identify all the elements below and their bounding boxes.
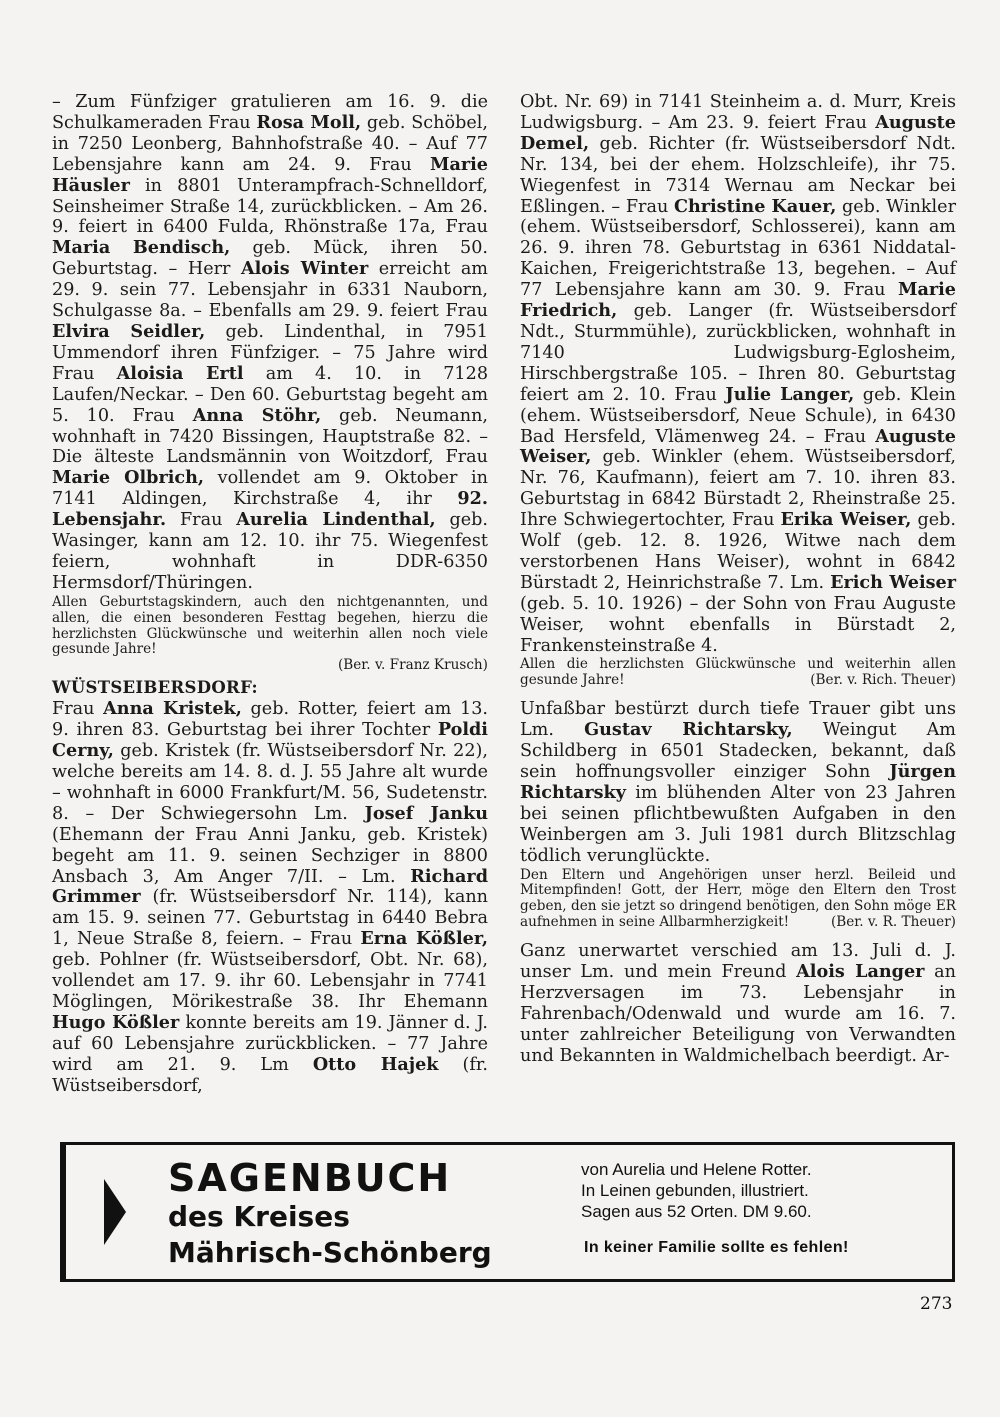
wuestseibersdorf-paragraph [52, 699, 488, 1096]
ad-tagline: In keiner Familie sollte es fehlen! [584, 1239, 849, 1256]
person-name: Alois Langer [796, 961, 925, 983]
ad-title [168, 1157, 492, 1271]
birthday-paragraph-continued [520, 92, 956, 656]
text-segment: Unfaßbar bestürzt durch tiefe Trauer gibt uns Lm. [520, 699, 956, 741]
text-segment: erreicht am 29. 9. sein 77. Lebensjahr in 6331 Nauborn, Schulgasse 8a. – Ebenfalls am 29. 9. feiert Frau [52, 259, 488, 322]
text-segment: im blühenden Alter von 23 Jahren bei seinen pflichtbewußten Aufgaben in den Weinbergen am 3. Juli 1981 durch Blitzschlag tödlich verunglückte. [520, 782, 956, 866]
text-segment: – Zum Fünfziger gratulieren am 16. 9. die Schulkameraden Frau [52, 92, 488, 133]
person-name: Gustav Richtarsky, [584, 719, 793, 741]
text-segment: geb. Winkler (ehem. Wüstseibersdorf, Nr. 76, Kaufmann), feiert am 7. 10. ihren 83. Geburtstag in 6842 Bürstadt 2, Rheinstraße 25. Ihre Schwiegertochter, Frau [520, 447, 956, 531]
person-name: Poldi Cerny, [52, 719, 488, 762]
text-segment: geb. Langer (fr. Wüstseibersdorf Ndt., Sturmmühle), zurückblicken, wohnhaft in 7140 Ludwigsburg-Eglosheim, Hirschbergstraße 105. – Ihren 80. Geburtstag feiert am 2. 10. Frau [520, 301, 956, 405]
text-segment: am 4. 10. in 7128 Laufen/Neckar. – Den 60. Geburtstag begeht am 5. 10. Frau [52, 363, 489, 426]
person-name: 92. Lebensjahr. [52, 488, 488, 531]
person-name: Erich Weiser [830, 571, 956, 593]
text-segment: (fr. Wüstseibersdorf, [52, 1054, 488, 1096]
person-name: Maria Bendisch, [52, 237, 231, 259]
text-segment: vollendet am 9. Oktober in 7141 Aldingen, Kirchstraße 4, ihr [52, 468, 488, 510]
right-column [520, 92, 956, 1067]
text-segment: geb. Schöbel, in 7250 Leonberg, Bahnhofstraße 40. – Auf 77 Lebensjahre kann am 24. 9. Frau [52, 112, 488, 175]
person-name: Christine Kauer, [673, 195, 837, 217]
text-segment: geb. Mück, ihren 50. Geburtstag. – Herr [52, 238, 488, 280]
page-number: 273 [920, 1294, 953, 1314]
person-name: Marie Friedrich, [520, 279, 956, 322]
text-segment: geb. Pohlner (fr. Wüstseibersdorf, Obt. Nr. 68), vollendet am 17. 9. ihr 60. Lebensjahr in 7741 Möglingen, Mörikestraße 38. Ihr Ehemann [52, 950, 488, 1012]
person-name: Alois Winter [240, 258, 369, 280]
text-segment: Ganz unerwartet verschied am 13. Juli d. J. unser Lm. und mein Freund [520, 941, 956, 983]
ad-info [581, 1159, 812, 1222]
text-segment: (fr. Wüstseibersdorf Nr. 114), kann am 15. 9. seinen 77. Geburtstag in 6440 Bebra 1, Neue Straße 8, feiern. – Frau [52, 887, 488, 950]
report-credit: (Ber. v. R. Theuer) [830, 914, 956, 931]
text-segment: Frau [52, 699, 104, 720]
arrow-icon [104, 1179, 126, 1245]
condolence-note-text: Den Eltern und Angehörigen unser herzl. Beileid und Mitempfinden! Gott, der Herr, möge den Eltern den Trost geben, den sie jetzt so dringend benötigen, den Sohn möge ER aufnehmen in seine Allbarmherzigkeit! [520, 866, 956, 931]
ad-info-line: Sagen aus 52 Orten. DM 9.60. [581, 1202, 812, 1221]
ad-title-line: Mährisch-Schönberg [168, 1236, 492, 1269]
person-name: Auguste Demel, [520, 111, 956, 154]
birthday-paragraph [52, 92, 488, 594]
report-credit: (Ber. v. Franz Krusch) [337, 657, 488, 674]
person-name: Elvira Seidler, [52, 320, 206, 342]
text-segment: geb. Kristek (fr. Wüstseibersdorf Nr. 22), welche bereits am 14. 8. d. J. 55 Jahre alt wurde – wohnhaft in 6000 Frankfurt/M. 56, Sudetenstr. 8. – Der Schwiegersohn Lm. [52, 741, 488, 824]
text-segment: Frau [166, 510, 237, 531]
text-segment: in 8801 Unterampfrach-Schnelldorf, Seinsheimer Straße 14, zurückblicken. – Am 26. 9. feiert in 6400 Fulda, Rhönstraße 17a, Frau [52, 175, 488, 238]
left-column [52, 92, 488, 1097]
person-name: Erna Kößler, [360, 928, 488, 950]
text-segment: geb. Winkler (ehem. Wüstseibersdorf, Schlosserei), kann am 26. 9. ihren 78. Geburtstag in 6361 Niddatal-Kaichen, Freigerichtstraße 13, begehen. – Auf 77 Lebensjahre kann am 30. 9. Frau [520, 196, 957, 301]
ad-info-line: von Aurelia und Helene Rotter. [581, 1160, 812, 1179]
text-segment: Weingut Am Schildberg in 6501 Stadecken, bekannt, daß sein hoffnungsvoller einziger Sohn [520, 720, 956, 782]
person-name: Aurelia Lindenthal, [236, 509, 436, 531]
person-name: Aloisia Ertl [116, 362, 244, 384]
person-name: Jürgen Richtarsky [520, 761, 956, 803]
text-segment: geb. Richter (fr. Wüstseibersdorf Ndt. Nr. 134, bei der ehem. Holzschleife), ihr 75. Wiegenfest in 7314 Wernau am Neckar bei Eßlingen. – Frau [520, 133, 956, 217]
ad-title-line: SAGENBUCH [168, 1156, 452, 1200]
person-name: Julie Langer, [725, 383, 855, 405]
person-name: Josef Janku [364, 802, 488, 824]
person-name: Rosa Moll, [256, 111, 362, 133]
text-segment: geb. Wasinger, kann am 12. 10. ihr 75. Wiegenfest feiern, wohnhaft in DDR-6350 Hermsdorf/Thüringen. [52, 510, 489, 593]
text-segment: konnte bereits am 19. Jänner d. J. auf 60 Lebensjahre zurückblicken. – 77 Jahre wird am 21. 9. Lm [52, 1012, 488, 1075]
ad-title-line: des Kreises [168, 1200, 350, 1233]
text-segment: geb. Rotter, feiert am 13. 9. ihren 83. Geburtstag bei ihrer Tochter [52, 699, 488, 741]
obituary-paragraph [520, 941, 956, 1066]
report-credit: (Ber. v. Rich. Theuer) [810, 672, 956, 689]
text-segment: geb. Neumann, wohnhaft in 7420 Bissingen, Hauptstraße 82. – Die älteste Landsmännin von Woitzdorf, Frau [52, 405, 488, 468]
person-name: Anna Kristek, [103, 698, 242, 720]
person-name: Marie Olbrich, [52, 467, 205, 489]
text-segment: geb. Wolf (geb. 12. 8. 1926, Witwe nach dem verstorbenen Hans Weiser), wohnt in 6842 Bürstadt 2, Heinrichstraße 7. Lm. [520, 510, 957, 593]
person-name: Hugo Kößler [52, 1011, 180, 1033]
greeting-note-text: Allen die herzlichsten Glückwünsche und weiterhin allen gesunde Jahre! [520, 656, 956, 689]
person-name: Erika Weiser, [780, 509, 912, 531]
section-heading: WÜSTSEIBERSDORF: [52, 678, 258, 698]
condolence-paragraph [520, 699, 956, 866]
book-advertisement [60, 1142, 955, 1282]
text-segment: geb. Lindenthal, in 7951 Ummendorf ihren Fünfziger. – 75 Jahre wird Frau [52, 321, 489, 384]
person-name: Anna Stöhr, [192, 404, 322, 426]
greeting-note [520, 657, 956, 689]
ad-info-line: In Leinen gebunden, illustriert. [581, 1181, 809, 1200]
text-segment: (Ehemann der Frau Anni Janku, geb. Kristek) begeht am 11. 9. seinen Sechziger in 8800 Ansbach 3, Am Anger 7/II. – Lm. [52, 824, 488, 887]
greeting-note: Allen Geburtstagskindern, auch den nichtgenannten, und allen, die einen besonderen Festtag begehen, hierzu die herzlichsten Glückwünsche und weiterhin allen noch viele gesunde Jahre! [52, 593, 488, 658]
text-segment: (geb. 5. 10. 1926) – der Sohn von Frau Auguste Weiser, wohnt ebenfalls in Bürstadt 2, Frankensteinstraße 4. [520, 593, 956, 656]
condolence-note [520, 868, 956, 932]
text-segment: an Herzversagen im 73. Lebensjahr in Fahrenbach/Odenwald und wurde am 16. 7. unter zahlreicher Beteiligung von Verwandten und Bekannten in Waldmichelbach beerdigt. Ar- [520, 962, 956, 1066]
text-segment: Obt. Nr. 69) in 7141 Steinheim a. d. Murr, Kreis Ludwigsburg. – Am 23. 9. feiert Frau [520, 92, 956, 133]
person-name: Marie Häusler [52, 153, 488, 196]
person-name: Auguste Weiser, [520, 425, 956, 468]
person-name: Otto Hajek [312, 1053, 439, 1075]
text-segment: geb. Klein (ehem. Wüstseibersdorf, Neue Schule), in 6430 Bad Hersfeld, Vlämenweg 24. – Frau [520, 384, 956, 447]
person-name: Richard Grimmer [52, 865, 488, 908]
